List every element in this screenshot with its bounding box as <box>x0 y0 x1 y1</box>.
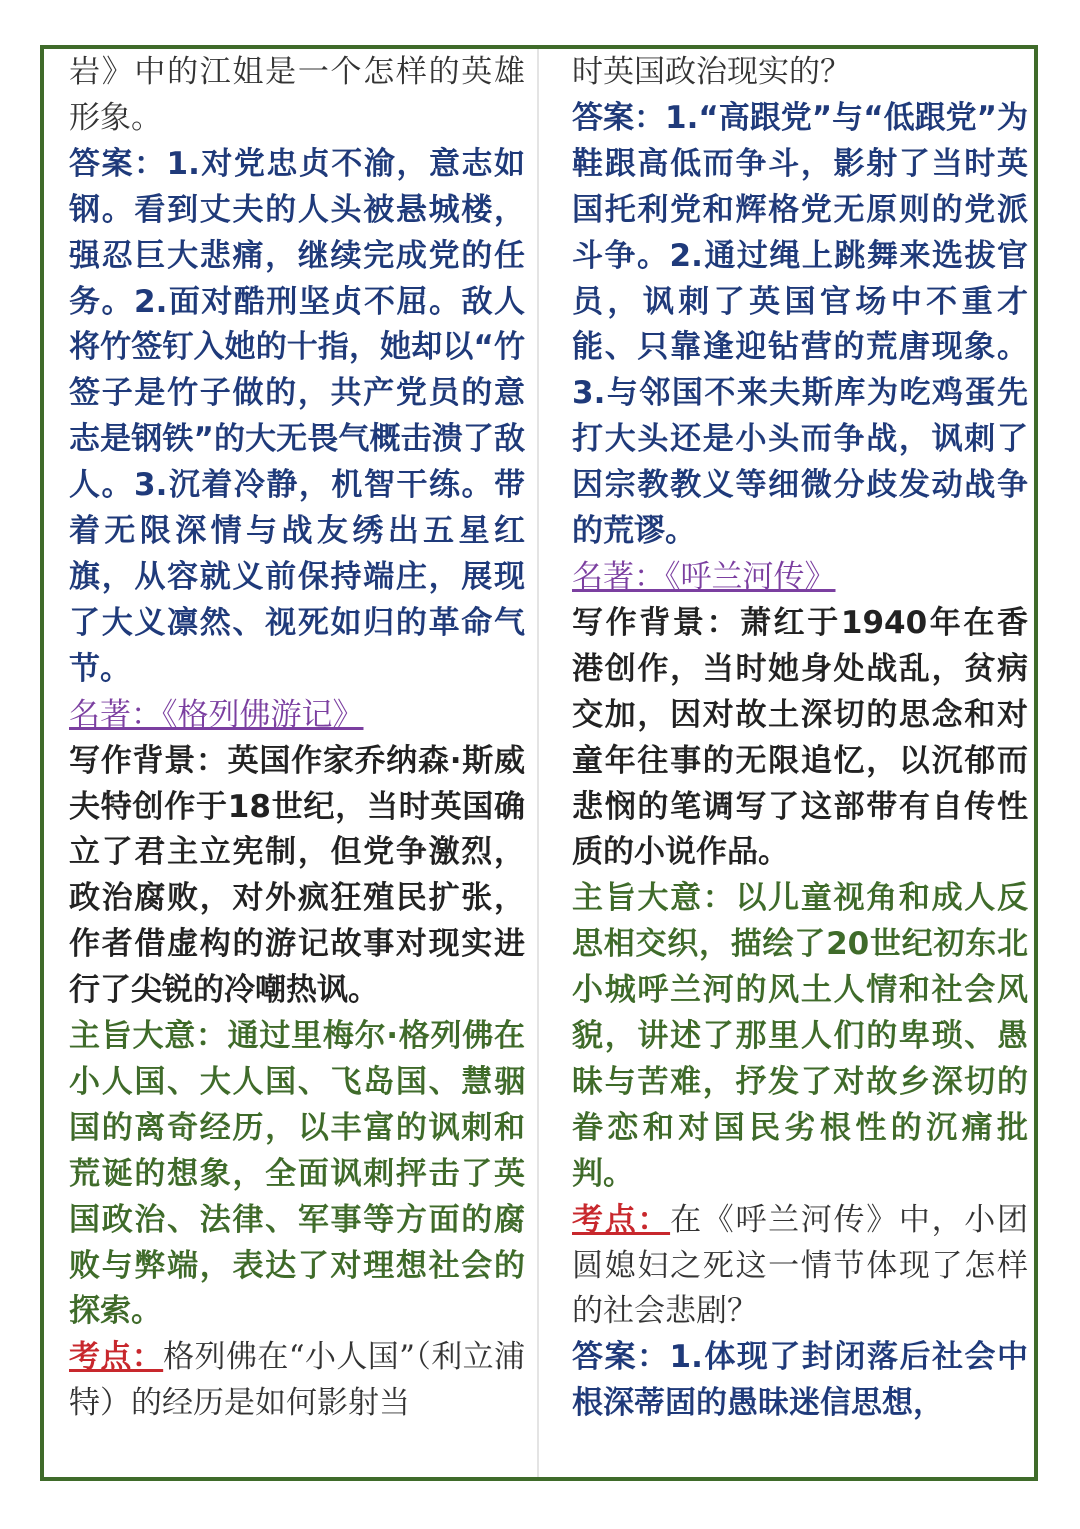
answer-text: 答案：1.对党忠贞不渝，意志如钢。看到丈夫的人头被悬城楼，强忍巨大悲痛，继续完成党的任务。2.面对酷刑坚贞不屈。敌人将竹签钉入她的十指，她却以“竹签子是竹子做的，共产党员的意志是钢铁”的大无畏气概击溃了敌人。3.沉着冷静，机智干练。带着无限深情与战友绣出五星红旗，从容就义前保持端庄，展现了大义凛然、视死如归的革命气节。 <box>69 145 525 687</box>
left-column <box>69 50 525 1427</box>
answer-text-2: 答案：1.体现了封闭落后社会中根深蒂固的愚昧迷信思想， <box>572 1339 1028 1422</box>
exam-point <box>69 1335 525 1427</box>
right-column <box>572 50 1028 1427</box>
main-idea: 主旨大意：以儿童视角和成人反思相交织，描绘了20世纪初东北小城呼兰河的风土人情和社会风貌，讲述了那里人们的卑琐、愚昧与苦难，抒发了对故乡深切的眷恋和对国民劣根性的沉痛批判。 <box>572 880 1028 1192</box>
column-divider <box>537 49 539 1477</box>
exam-point-label: 考点： <box>69 1339 164 1376</box>
exam-point <box>572 1198 1028 1336</box>
question-continuation: 时英国政治现实的？ <box>572 54 851 90</box>
work-title: 名著：《格列佛游记》 <box>69 696 364 733</box>
writing-background: 写作背景：英国作家乔纳森·斯威夫特创作于18世纪，当时英国确立了君主立宪制，但党争激烈，政治腐败，对外疯狂殖民扩张，作者借虚构的游记故事对现实进行了尖锐的冷嘲热讽。 <box>69 742 525 1009</box>
writing-background: 写作背景：萧红于1940年在香港创作，当时她身处战乱，贫病交加，因对故土深切的思念和对童年往事的无限追忆，以沉郁而悲悯的笔调写了这部带有自传性质的小说作品。 <box>572 604 1028 871</box>
main-idea: 主旨大意：通过里梅尔·格列佛在小人国、大人国、飞岛国、慧骃国的离奇经历，以丰富的讽刺和荒诞的想象，全面讽刺抨击了英国政治、法律、军事等方面的腐败与弊端，表达了对理想社会的探索。 <box>69 1018 525 1330</box>
exam-point-question: 格列佛在“小人国”（利立浦特）的经历是如何影射当 <box>69 1339 526 1422</box>
answer-text: 答案：1.“高跟党”与“低跟党”为鞋跟高低而争斗，影射了当时英国托利党和辉格党无原则的党派斗争。2.通过绳上跳舞来选拔官员，讽刺了英国官场中不重才能、只靠逢迎钻营的荒唐现象。3.与邻国不来夫斯库为吃鸡蛋先打大头还是小头而争战，讽刺了因宗教教义等细微分歧发动战争的荒谬。 <box>572 99 1028 550</box>
exam-point-question: 在《呼兰河传》中，小团圆媳妇之死这一情节体现了怎样的社会悲剧？ <box>572 1201 1029 1330</box>
work-title: 名著：《呼兰河传》 <box>572 558 836 595</box>
exam-point-label: 考点： <box>572 1201 671 1238</box>
question-continuation: 岩》中的江姐是一个怎样的英雄形象。 <box>69 54 525 136</box>
